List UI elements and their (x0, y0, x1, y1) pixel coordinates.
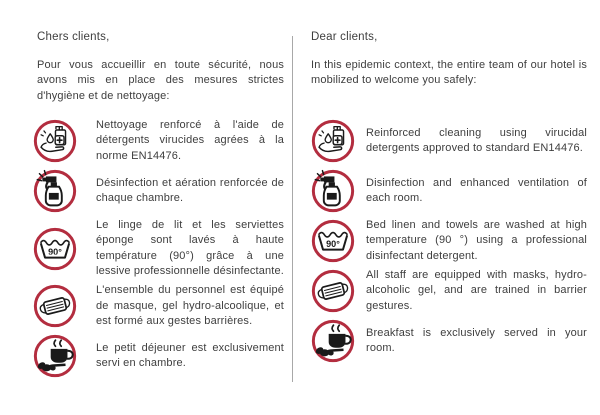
hygiene-item (32, 168, 284, 214)
item-text: Disinfection and enhanced ventilation of each room. (366, 176, 587, 204)
face-mask-icon (32, 283, 78, 329)
hygiene-item (310, 218, 587, 264)
item-text: Le linge de lit et les serviettes éponge sont lavés à haute température (90°) grâce à une lessive professionnelle désinfectante. (96, 219, 284, 277)
item-text: Nettoyage renforcé à l'aide de détergents virucides agrées à la norme EN14476. (96, 119, 284, 162)
intro-paragraph-en: In this epidemic context, the entire team of our hotel is mobilized to welcome you safely: (311, 59, 587, 87)
face-mask-icon (310, 268, 356, 314)
hygiene-item (310, 118, 587, 164)
hygiene-item (32, 218, 284, 279)
greeting-fr: Chers clients, (37, 31, 110, 43)
item-text: L'ensemble du personnel est équipé de masque, gel hydro-alcoolique, et est formé aux gestes barrières. (96, 284, 284, 327)
breakfast-icon (310, 318, 356, 364)
item-text: Désinfection et aération renforcée de chaque chambre. (96, 176, 284, 204)
wash-temperature-label: 90° (326, 238, 340, 249)
hygiene-item (32, 333, 284, 379)
sanitizing-hand-icon (32, 118, 78, 164)
hygiene-item (32, 118, 284, 164)
sanitizing-hand-icon (310, 118, 356, 164)
english-header (310, 30, 587, 118)
greeting-en: Dear clients, (311, 31, 378, 43)
hygiene-item (310, 168, 587, 214)
breakfast-icon (32, 333, 78, 379)
column-divider (292, 36, 293, 382)
french-header (32, 30, 284, 118)
wash-temperature-label: 90° (48, 246, 62, 257)
french-column (32, 30, 284, 383)
wash-90-icon (32, 226, 78, 272)
spray-bottle-icon (32, 168, 78, 214)
item-text: Le petit déjeuner est exclusivement servi en chambre. (96, 341, 284, 370)
intro-paragraph-fr: Pour vous accueillir en toute sécurité, nous avons mis en place des mesures strictes d'hygiène et de nettoyage: (37, 59, 284, 102)
hygiene-item (310, 318, 587, 364)
item-text: Breakfast is exclusively served in your room. (366, 326, 587, 354)
spray-bottle-icon (310, 168, 356, 214)
hygiene-item (310, 268, 587, 314)
item-text: Bed linen and towels are washed at high temperature (90 °) using a professional disinfectant detergent. (366, 219, 587, 262)
hygiene-items-en (310, 118, 587, 368)
hygiene-item (32, 283, 284, 329)
item-text: All staff are equipped with masks, hydro-alcoholic gel, and are trained in barrier gestures. (366, 269, 587, 312)
item-text: Reinforced cleaning using virucidal detergents approved to standard EN14476. (366, 126, 587, 154)
wash-90-icon (310, 218, 356, 264)
hygiene-items-fr (32, 118, 284, 383)
english-column (310, 30, 587, 368)
